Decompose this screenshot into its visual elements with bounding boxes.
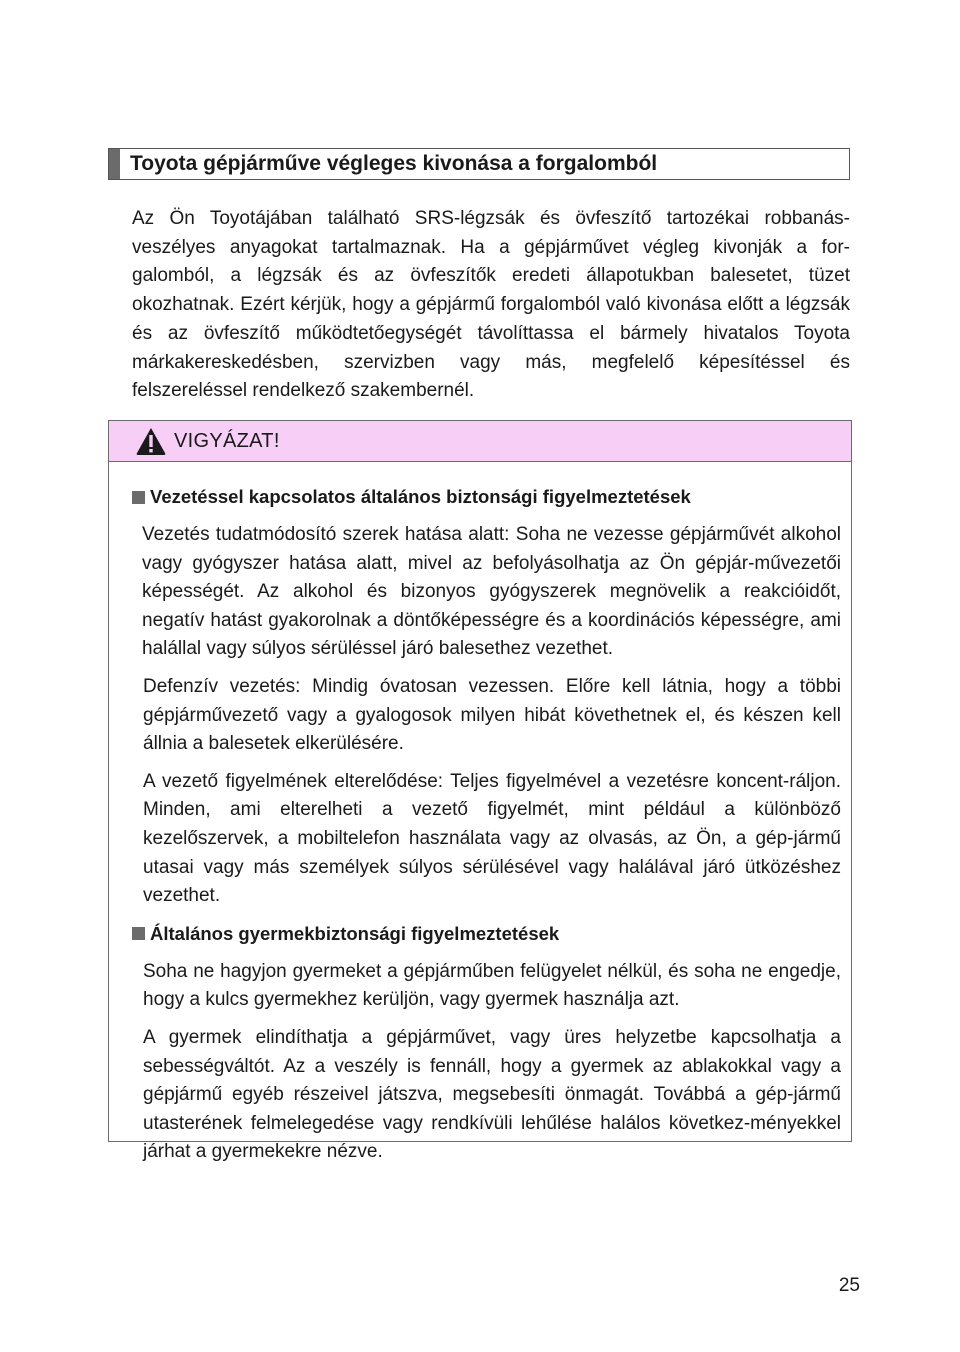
caution-paragraph: Soha ne hagyjon gyermeket a gépjárműben felügyelet nélkül, és soha ne engedje, hogy a kulcs gyermekhez kerüljön, vagy gyermek használja azt.: [143, 960, 841, 1011]
subheading-text: Általános gyermekbiztonsági figyelmeztetések: [150, 922, 560, 944]
caution-paragraph: A vezető figyelmének elterelődése: Teljes figyelmével a vezetésre koncent-ráljon. Minden, ami elterelheti a vezető figyelmét, mint például a különböző kezelőszervek, a mobiltelefon használata vagy az olvasás, az Ön, a gép-jármű utasai vagy más személyek súlyos sérülésével vagy halálával járó ütközéshez vezethet.: [143, 770, 841, 907]
caution-label: VIGYÁZAT!: [174, 429, 280, 452]
intro-paragraph: Az Ön Toyotájában található SRS-légzsák és övfeszítő tartozékai robbanás-veszélyes anyagokat tartalmaznak. Ha a gépjárművet végleg kivonják a for-galomból, a légzsák és az övfeszítők eredeti állapotukban balesetet, tüzet okozhatnak. Ezért kérjük, hogy a gépjármű forgalomból való kivonása előtt a légzsák és az övfeszítő működtetőegységét távolíttassa el bármely hivatalos Toyota márkakereskedésben, szervizben vagy más, megfelelő képesítéssel és felszereléssel rendelkező szakembernél.: [132, 208, 850, 402]
section-header: [108, 148, 850, 180]
warning-triangle-icon: [135, 426, 167, 456]
caution-paragraph: Defenzív vezetés: Mindig óvatosan vezessen. Előre kell látnia, hogy a többi gépjárművezető vagy a gyalogosok milyen hibát követhetnek el, és készen kell állnia a balesetek elkerülésére.: [143, 675, 841, 755]
square-bullet-icon: [132, 491, 145, 504]
caution-box: [108, 420, 852, 1163]
subheading-text: Vezetéssel kapcsolatos általános biztonsági figyelmeztetések: [150, 486, 691, 507]
section-title: Toyota gépjárműve végleges kivonása a forgalomból: [130, 152, 658, 175]
section-header-bar: [109, 149, 120, 179]
square-bullet-icon: [132, 927, 145, 940]
caution-paragraph: Vezetés tudatmódosító szerek hatása alatt: Soha ne vezesse gépjárművét alkohol vagy gyógyszer hatása alatt, mivel az befolyásolhatja az Ön gépjár-művezetői képességét. Az alkohol és bizonyos gyógyszerek megnövelik a reakcióidőt, negatív hatást gyakorolnak a döntőképességre és a koordinációs képességre, ami halállal vagy súlyos sérüléssel járó balesethez vezethet.: [142, 524, 841, 660]
caution-body: [109, 462, 851, 1167]
caution-header: [109, 421, 851, 462]
page-number: 25: [838, 1275, 860, 1296]
caution-subheading-child-safety: [132, 920, 841, 948]
caution-subheading-driving: [132, 483, 841, 511]
caution-paragraph: A gyermek elindíthatja a gépjárművet, vagy üres helyzetbe kapcsolhatja a sebességváltót. Az a veszély is fennáll, hogy a gyermek az ablakokkal vagy a gépjármű egyéb részeivel játszva, megsebesíti önmagát. Továbbá a gép-jármű utasterének felmelegedése vagy rendkívüli lehűlése halálos következ-ményekkel járhat a gyermekekre nézve.: [143, 1026, 841, 1163]
